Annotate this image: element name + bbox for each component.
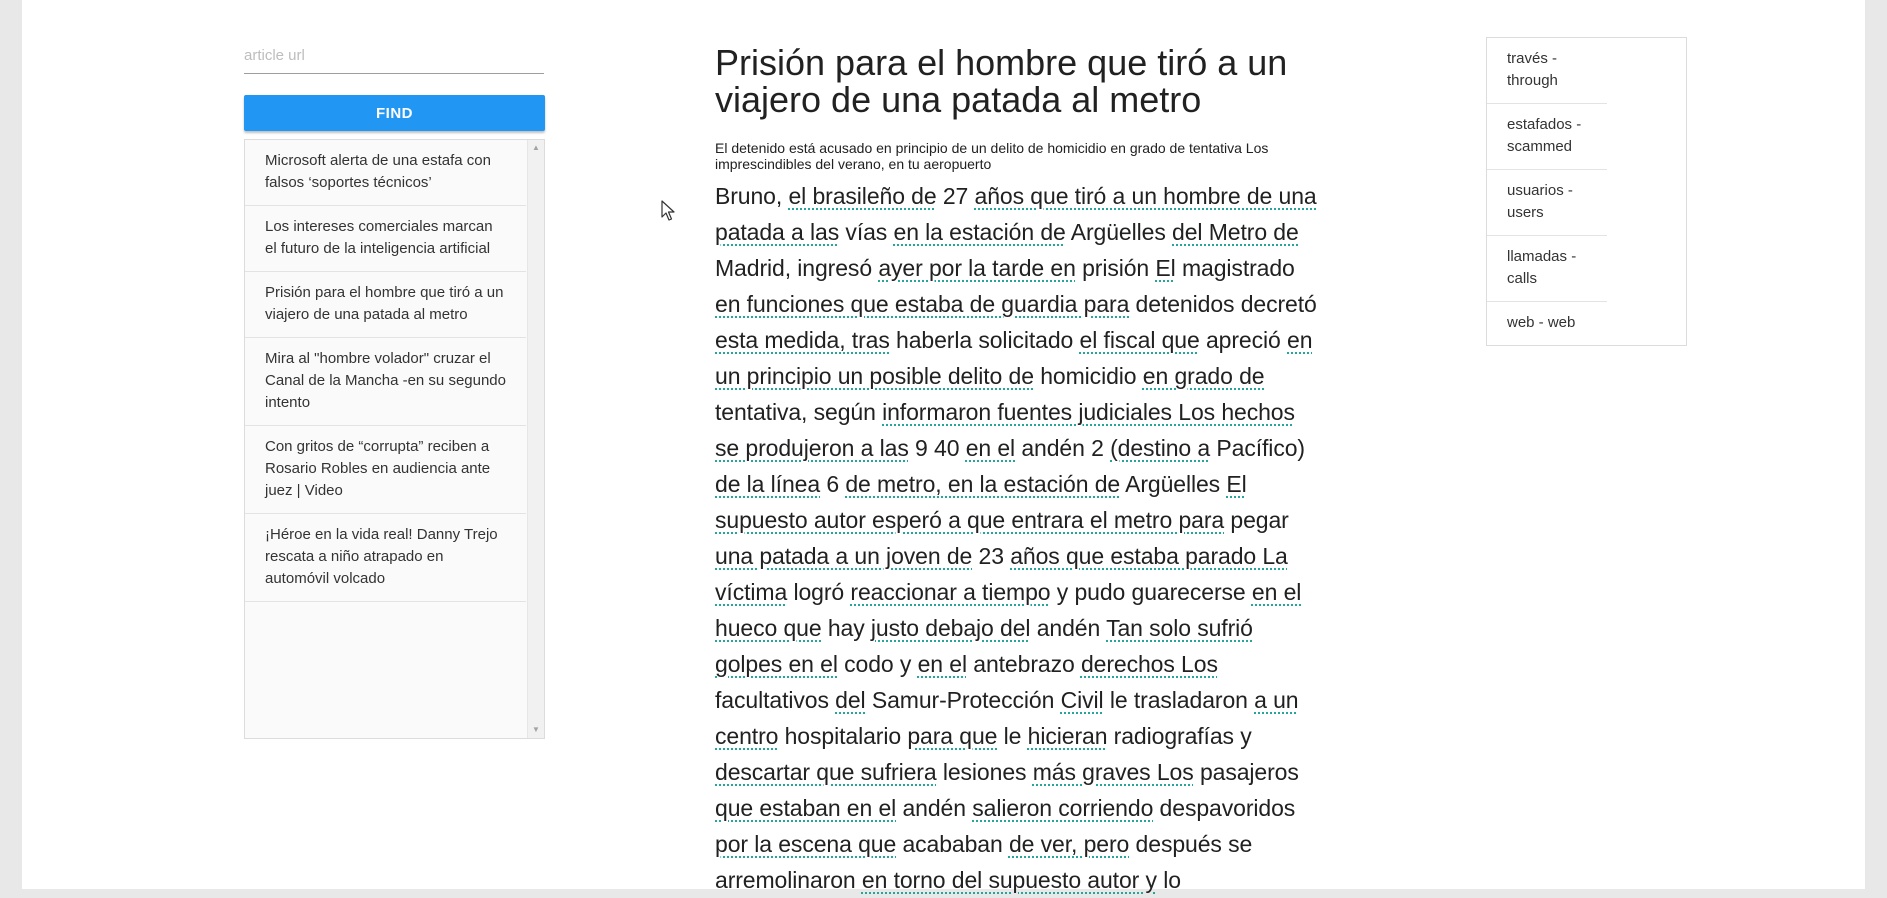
- translatable-phrase[interactable]: años que tiró a un hombre de una patada a las: [715, 183, 1317, 245]
- article-list-item[interactable]: Los intereses comerciales marcan el futuro de la inteligencia artificial: [245, 206, 526, 272]
- translatable-phrase[interactable]: una patada a un joven de: [715, 543, 973, 569]
- article-title: Prisión para el hombre que tiró a un viajero de una patada al metro: [715, 42, 1288, 120]
- body-text-segment: Bruno,: [715, 183, 789, 209]
- translatable-phrase[interactable]: descartar que sufriera: [715, 759, 937, 785]
- body-text-segment: haberla solicitado: [889, 327, 1080, 353]
- body-text-segment: facultativos: [715, 687, 836, 713]
- body-text-segment: prisión: [1075, 255, 1156, 281]
- translatable-phrase[interactable]: El: [1155, 255, 1176, 281]
- translatable-phrase[interactable]: derechos Los: [1080, 651, 1218, 677]
- translatable-phrase[interactable]: informaron fuentes judiciales Los hechos se produjeron a las: [715, 399, 1295, 461]
- translatable-phrase[interactable]: en el hueco que: [715, 579, 1302, 641]
- body-text-segment: hospitalario: [778, 723, 908, 749]
- translatable-phrase[interactable]: del Metro de: [1172, 219, 1299, 245]
- vocabulary-list: [1486, 37, 1687, 346]
- translatable-phrase[interactable]: que estaban en el: [715, 795, 897, 821]
- scroll-up-arrow-icon[interactable]: ▲: [532, 143, 540, 152]
- body-text-segment: Argüelles: [1120, 471, 1227, 497]
- scroll-down-arrow-icon[interactable]: ▼: [532, 725, 540, 734]
- translatable-phrase[interactable]: El supuesto autor esperó a que entrara el metro para: [715, 471, 1247, 533]
- translatable-phrase[interactable]: el fiscal que: [1079, 327, 1200, 353]
- translatable-phrase[interactable]: (destino a: [1110, 435, 1211, 461]
- body-text-segment: y pudo guarecerse: [1050, 579, 1252, 605]
- translatable-phrase[interactable]: más graves Los: [1032, 759, 1194, 785]
- translatable-phrase[interactable]: salieron corriendo: [972, 795, 1154, 821]
- article: [715, 44, 1320, 898]
- body-text-segment: andén: [1030, 615, 1107, 641]
- body-text-segment: le trasladaron: [1103, 687, 1255, 713]
- body-text-segment: lesiones: [936, 759, 1033, 785]
- article-list-item[interactable]: Mira al "hombre volador" cruzar el Canal de la Mancha -en su segundo intento: [245, 338, 526, 426]
- article-body: [715, 178, 1320, 898]
- translatable-phrase[interactable]: Tan solo sufrió golpes en el: [715, 615, 1253, 677]
- translatable-phrase[interactable]: de metro, en la estación de: [845, 471, 1121, 497]
- translatable-phrase[interactable]: para que: [907, 723, 998, 749]
- translatable-phrase[interactable]: justo debajo del: [870, 615, 1031, 641]
- vocabulary-item[interactable]: estafados - scammed: [1487, 104, 1607, 170]
- body-text-segment: 23: [972, 543, 1011, 569]
- body-text-segment: le: [997, 723, 1028, 749]
- body-text-segment: Pacífico): [1210, 435, 1305, 461]
- translatable-phrase[interactable]: a un centro: [715, 687, 1299, 749]
- body-text-segment: Samur-Protección: [865, 687, 1061, 713]
- body-text-segment: 9 40: [908, 435, 966, 461]
- body-text-segment: codo y: [837, 651, 918, 677]
- body-text-segment: magistrado: [1175, 255, 1295, 281]
- vocabulary-item[interactable]: través - through: [1487, 38, 1607, 104]
- body-text-segment: pasajeros: [1193, 759, 1299, 785]
- translatable-phrase[interactable]: en la estación de: [893, 219, 1066, 245]
- find-button[interactable]: FIND: [244, 95, 545, 131]
- translatable-phrase[interactable]: reaccionar a tiempo: [850, 579, 1051, 605]
- translatable-phrase[interactable]: en grado de: [1142, 363, 1265, 389]
- article-subtitle: El detenido está acusado en principio de un delito de homicidio en grado de tentativa Los imprescindibles del verano, en tu aeropuerto: [715, 140, 1269, 172]
- body-text-segment: Argüelles: [1065, 219, 1173, 245]
- body-text-segment: radiografías y: [1107, 723, 1252, 749]
- body-text-segment: después se arremolinaron: [715, 831, 1253, 893]
- body-text-segment: andén 2: [1015, 435, 1111, 461]
- translatable-phrase[interactable]: ayer por la tarde en: [878, 255, 1076, 281]
- page: [22, 0, 1865, 893]
- translatable-phrase[interactable]: por la escena que: [715, 831, 897, 857]
- body-text-segment: despavoridos: [1153, 795, 1296, 821]
- article-list-item[interactable]: Microsoft alerta de una estafa con falsos ‘soportes técnicos’: [245, 140, 526, 206]
- body-text-segment: 6: [820, 471, 846, 497]
- vocabulary-item[interactable]: llamadas - calls: [1487, 236, 1607, 302]
- translatable-phrase[interactable]: en funciones que estaba de guardia para: [715, 291, 1130, 317]
- article-list-scrollbar[interactable]: [527, 140, 544, 738]
- translatable-phrase[interactable]: años que estaba parado La víctima: [715, 543, 1288, 605]
- translatable-phrase[interactable]: del: [835, 687, 866, 713]
- body-text-segment: detenidos decretó: [1129, 291, 1317, 317]
- article-list-item[interactable]: Con gritos de “corrupta” reciben a Rosario Robles en audiencia ante juez | Video: [245, 426, 526, 514]
- translatable-phrase[interactable]: en el: [917, 651, 967, 677]
- body-text-segment: homicidio: [1033, 363, 1143, 389]
- translatable-phrase[interactable]: Civil: [1060, 687, 1104, 713]
- mouse-cursor-icon: [661, 200, 675, 222]
- body-text-segment: apreció: [1199, 327, 1288, 353]
- article-list-items: [245, 140, 526, 602]
- translatable-phrase[interactable]: en un principio un posible delito de: [715, 327, 1313, 389]
- translatable-phrase[interactable]: de ver, pero: [1008, 831, 1130, 857]
- article-list[interactable]: [244, 139, 545, 739]
- body-text-segment: hay: [821, 615, 871, 641]
- translatable-phrase[interactable]: el brasileño de: [788, 183, 937, 209]
- body-text-segment: pegar: [1224, 507, 1289, 533]
- vocabulary-item[interactable]: web - web: [1507, 314, 1576, 331]
- article-list-item[interactable]: Prisión para el hombre que tiró a un viajero de una patada al metro: [245, 272, 526, 338]
- body-text-segment: Madrid, ingresó: [715, 255, 879, 281]
- article-url-input[interactable]: [244, 38, 544, 74]
- body-text-segment: logró: [787, 579, 851, 605]
- vocabulary-item[interactable]: usuarios - users: [1487, 170, 1607, 236]
- body-text-segment: acababan: [896, 831, 1009, 857]
- article-list-item[interactable]: ¡Héroe en la vida real! Danny Trejo rescata a niño atrapado en automóvil volcado: [245, 514, 526, 602]
- translatable-phrase[interactable]: en torno del supuesto autor y: [861, 867, 1157, 893]
- body-text-segment: 27: [936, 183, 975, 209]
- translatable-phrase[interactable]: en el: [965, 435, 1016, 461]
- body-text-segment: vías: [839, 219, 894, 245]
- translatable-phrase[interactable]: esta medida, tras: [715, 327, 890, 353]
- body-text-segment: andén: [896, 795, 973, 821]
- body-text-segment: lo: [1156, 867, 1181, 893]
- translatable-phrase[interactable]: de la línea: [715, 471, 821, 497]
- body-text-segment: antebrazo: [966, 651, 1081, 677]
- translatable-phrase[interactable]: hicieran: [1027, 723, 1108, 749]
- body-text-segment: tentativa, según: [715, 399, 883, 425]
